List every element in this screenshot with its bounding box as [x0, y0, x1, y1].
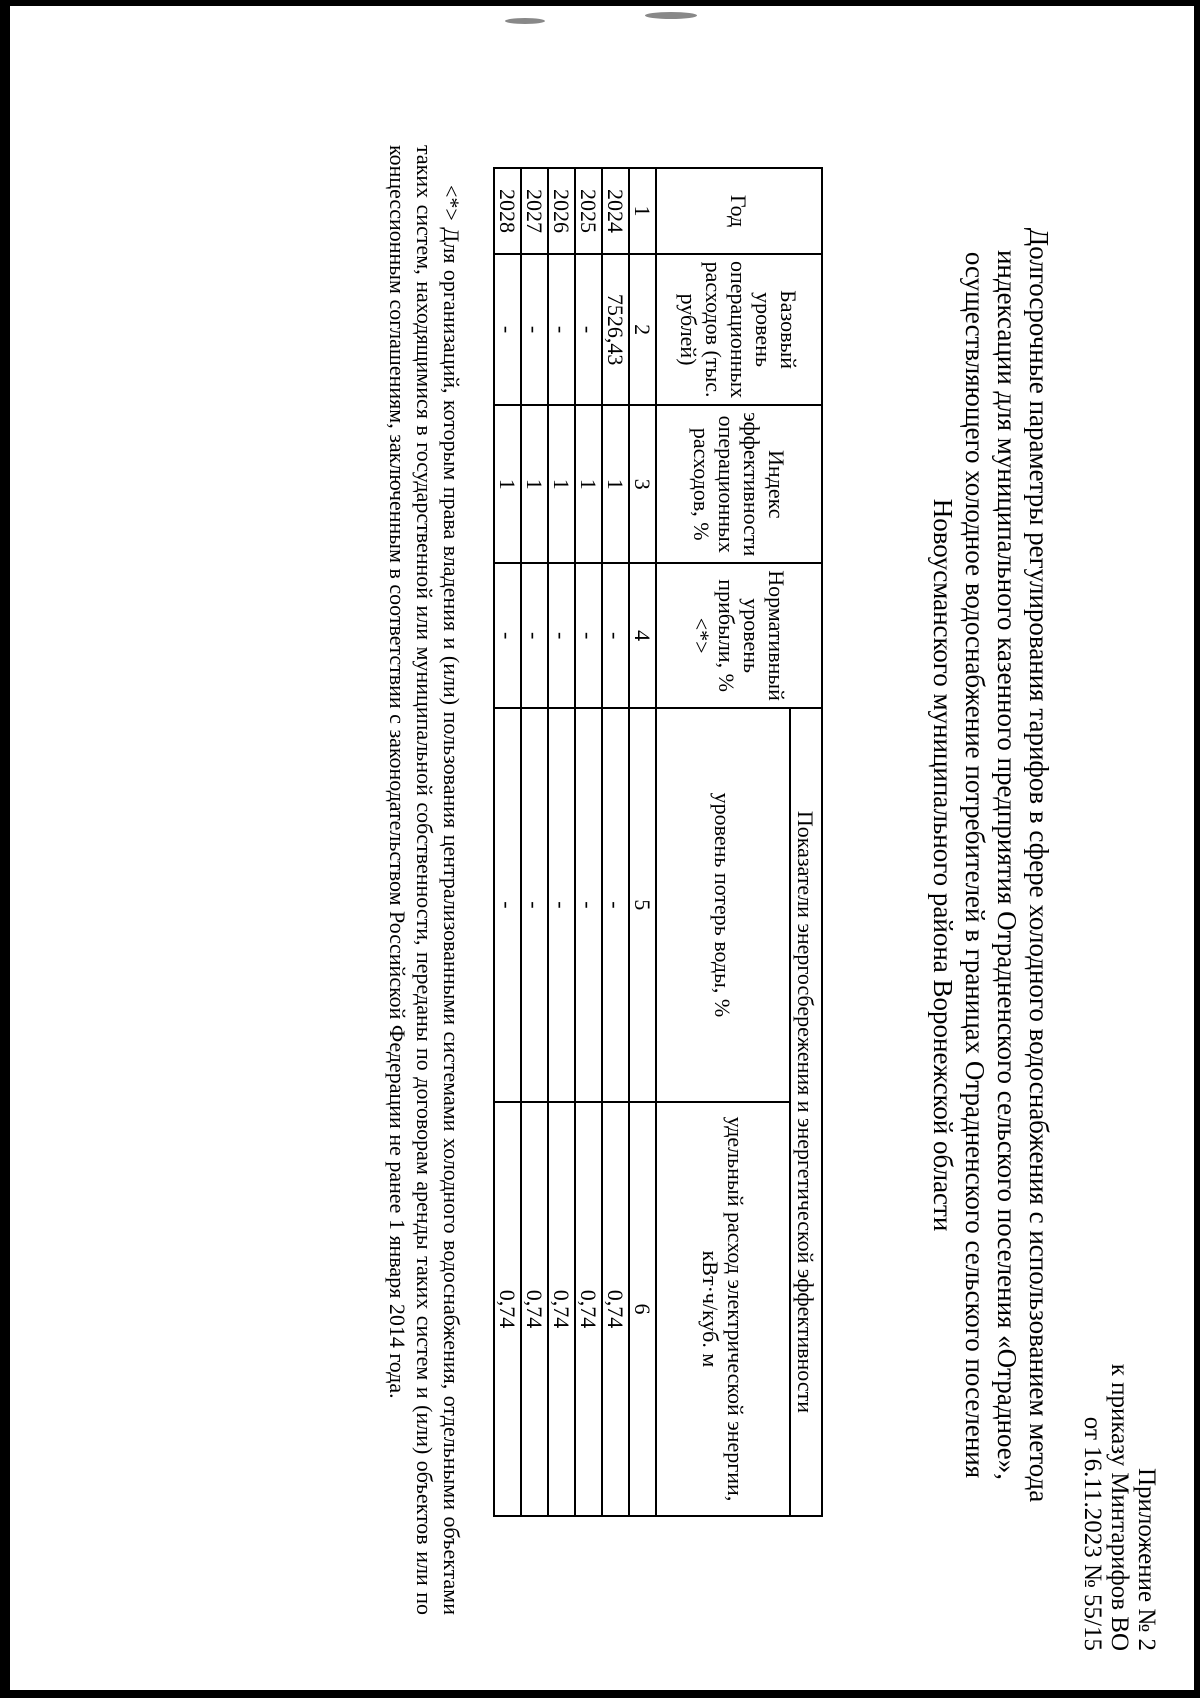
header-energy-group: Показатели энергосбережения и энергетической эффективности	[790, 708, 822, 1516]
cell-water-loss: -	[521, 708, 548, 1102]
cell-water-loss: -	[548, 708, 575, 1102]
document-title	[927, 115, 1055, 1615]
cell-water-loss: -	[575, 708, 602, 1102]
cell-water-loss: -	[494, 708, 521, 1102]
title-line: осуществляющего холодное водоснабжение потребителей в границах Отрадненского сельского поселения	[960, 251, 990, 1479]
cell-efficiency-index: 1	[494, 405, 521, 563]
cell-water-loss: -	[602, 708, 629, 1102]
footnote: <*> Для организаций, которым права владения и (или) пользования централизованными системами холодного водоснабжения, отдельными объектами таких систем, находящимися в государственной или муниципальной собственности, переданы по договорам аренды таких систем и (или) объектов или по концессионным соглашениям, заключенным в соответствии с законодательством Российской Федерации не ранее 1 января 2014 года.	[385, 145, 464, 1615]
cell-efficiency-index: 1	[521, 405, 548, 563]
cell-profit-level: -	[575, 563, 602, 708]
parameters-table	[493, 167, 823, 1517]
column-number: 2	[629, 254, 656, 405]
table-row	[494, 168, 521, 1516]
title-line: Долгосрочные параметры регулирования тарифов в сфере холодного водоснабжения с использованием метода	[1024, 227, 1054, 1503]
scan-border-right	[1194, 0, 1200, 1698]
scan-speck	[505, 18, 545, 24]
title-line: индексации для муниципального казенного предприятия Отрадненского сельского поселения «Отрадное»,	[992, 249, 1022, 1481]
cell-base-opex: -	[548, 254, 575, 405]
cell-profit-level: -	[602, 563, 629, 708]
header-energy-consumption: удельный расход электрической энергии, кВт·ч/куб. м	[656, 1102, 790, 1516]
cell-profit-level: -	[548, 563, 575, 708]
cell-year: 2027	[521, 168, 548, 254]
column-number-row	[629, 168, 656, 1516]
table-row	[602, 168, 629, 1516]
appendix-header	[1079, 1364, 1160, 1651]
appendix-order-date: от 16.11.2023 № 55/15	[1079, 1416, 1106, 1651]
cell-energy-consumption: 0,74	[548, 1102, 575, 1516]
cell-year: 2028	[494, 168, 521, 254]
cell-year: 2025	[575, 168, 602, 254]
cell-energy-consumption: 0,74	[521, 1102, 548, 1516]
scan-border-top	[0, 0, 1200, 6]
column-number: 4	[629, 563, 656, 708]
header-profit-level: Нормативный уровень прибыли, % <*>	[656, 563, 822, 708]
scan-border-left	[0, 0, 10, 1698]
appendix-number: Приложение № 2	[1133, 1467, 1160, 1651]
scan-speck	[645, 12, 697, 19]
cell-energy-consumption: 0,74	[575, 1102, 602, 1516]
rotated-page	[20, 85, 1180, 1685]
header-base-opex: Базовый уровень операционных расходов (тыс. рублей)	[656, 254, 822, 405]
title-line: Новоусманского муниципального района Воронежской области	[928, 498, 958, 1232]
appendix-order-ref: к приказу Минтарифов ВО	[1106, 1363, 1133, 1651]
column-number: 3	[629, 405, 656, 563]
table-row	[521, 168, 548, 1516]
column-number: 6	[629, 1102, 656, 1516]
header-year: Год	[656, 168, 822, 254]
table-row	[575, 168, 602, 1516]
cell-year: 2026	[548, 168, 575, 254]
cell-energy-consumption: 0,74	[602, 1102, 629, 1516]
cell-profit-level: -	[494, 563, 521, 708]
cell-base-opex: 7526,43	[602, 254, 629, 405]
cell-year: 2024	[602, 168, 629, 254]
cell-energy-consumption: 0,74	[494, 1102, 521, 1516]
header-efficiency-index: Индекс эффективности операционных расходов, %	[656, 405, 822, 563]
cell-efficiency-index: 1	[548, 405, 575, 563]
scan-border-bottom	[0, 1690, 1200, 1698]
header-water-loss: уровень потерь воды, %	[656, 708, 790, 1102]
cell-base-opex: -	[494, 254, 521, 405]
cell-efficiency-index: 1	[602, 405, 629, 563]
column-number: 5	[629, 708, 656, 1102]
cell-base-opex: -	[575, 254, 602, 405]
cell-profit-level: -	[521, 563, 548, 708]
column-number: 1	[629, 168, 656, 254]
cell-efficiency-index: 1	[575, 405, 602, 563]
cell-base-opex: -	[521, 254, 548, 405]
table-row	[548, 168, 575, 1516]
table-header-row	[790, 168, 822, 1516]
